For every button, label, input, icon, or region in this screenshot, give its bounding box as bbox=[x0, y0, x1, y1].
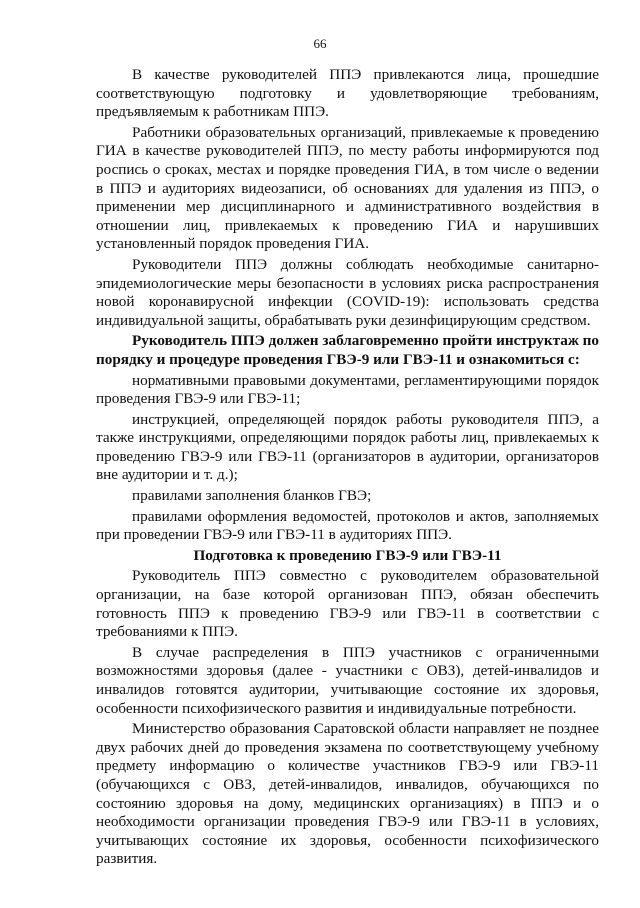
paragraph-staff-informed: Работники образовательных организаций, привлекаемые к проведению ГИА в качестве руководителей ППЭ, по месту работы информируются под роспись о сроках, местах и порядке проведения ГИА, в том числе о ведении в ППЭ и аудиториях видеозаписи, об основаниях для удаления из ППЭ, о применении мер дисциплинарного и административного воздействия в отношении лиц, привлекаемых к проведению ГИА и нарушивших установленный порядок проведения ГИА. bbox=[96, 123, 599, 253]
list-item-regulations: нормативными правовыми документами, регламентирующими порядок проведения ГВЭ-9 или ГВЭ-11; bbox=[96, 371, 599, 408]
page-number: 66 bbox=[313, 36, 327, 51]
section-heading: Подготовка к проведению ГВЭ-9 или ГВЭ-11 bbox=[193, 546, 502, 564]
paragraph-readiness: Руководитель ППЭ совместно с руководителем образовательной организации, на базе которой организован ППЭ, обязан обеспечить готовность ППЭ к проведению ГВЭ-9 или ГВЭ-11 в соответствии с требованиями к ППЭ. bbox=[96, 567, 599, 641]
list-item-protocol-rules: правилами оформления ведомостей, протоколов и актов, заполняемых при проведении ГВЭ-9 или ГВЭ-11 в аудиториях ППЭ. bbox=[96, 507, 599, 544]
list-item-form-rules: правилами заполнения бланков ГВЭ; bbox=[132, 487, 372, 505]
paragraph-special-needs: В случае распределения в ППЭ участников с ограниченными возможностями здоровья (далее - участники с ОВЗ), детей-инвалидов и инвалидов готовятся аудитории, учитывающие состояние их здоровья, особенности психофизического развития и индивидуальные потребности. bbox=[96, 643, 599, 717]
paragraph-ppe-heads-eligibility: В качестве руководителей ППЭ привлекаются лица, прошедшие соответствующую подготовку и удовлетворяющие требованиям, предъявляемым к работникам ППЭ. bbox=[96, 66, 599, 121]
document-body bbox=[96, 66, 599, 871]
paragraph-ministry-notice: Министерство образования Саратовской области направляет не позднее двух рабочих дней до проведения экзамена по соответствующему учебному предмету информацию о количестве участников ГВЭ-9 или ГВЭ-11 (обучающихся с ОВЗ, детей-инвалидов, инвалидов, обучающихся по состоянию здоровья на дому, медицинских организациях) в ППЭ и о необходимости организации проведения ГВЭ-9 или ГВЭ-11 в условиях, учитывающих состояние их здоровья, особенности психофизического развития. bbox=[96, 720, 599, 868]
paragraph-instruction-requirement: Руководитель ППЭ должен заблаговременно пройти инструктаж по порядку и процедуре проведения ГВЭ-9 или ГВЭ-11 и ознакомиться с: bbox=[96, 332, 599, 368]
paragraph-sanitary-measures: Руководители ППЭ должны соблюдать необходимые санитарно-эпидемиологические меры безопасности в условиях риска распространения новой коронавирусной инфекции (COVID-19): использовать средства индивидуальной защиты, обрабатывать руки дезинфицирующим средством. bbox=[96, 255, 599, 329]
list-item-instructions: инструкцией, определяющей порядок работы руководителя ППЭ, а также инструкциями, определяющими порядок работы лиц, привлекаемых к проведению ГВЭ-9 или ГВЭ-11 (организаторов в аудитории, организаторов вне аудитории и т. д.); bbox=[96, 410, 599, 484]
